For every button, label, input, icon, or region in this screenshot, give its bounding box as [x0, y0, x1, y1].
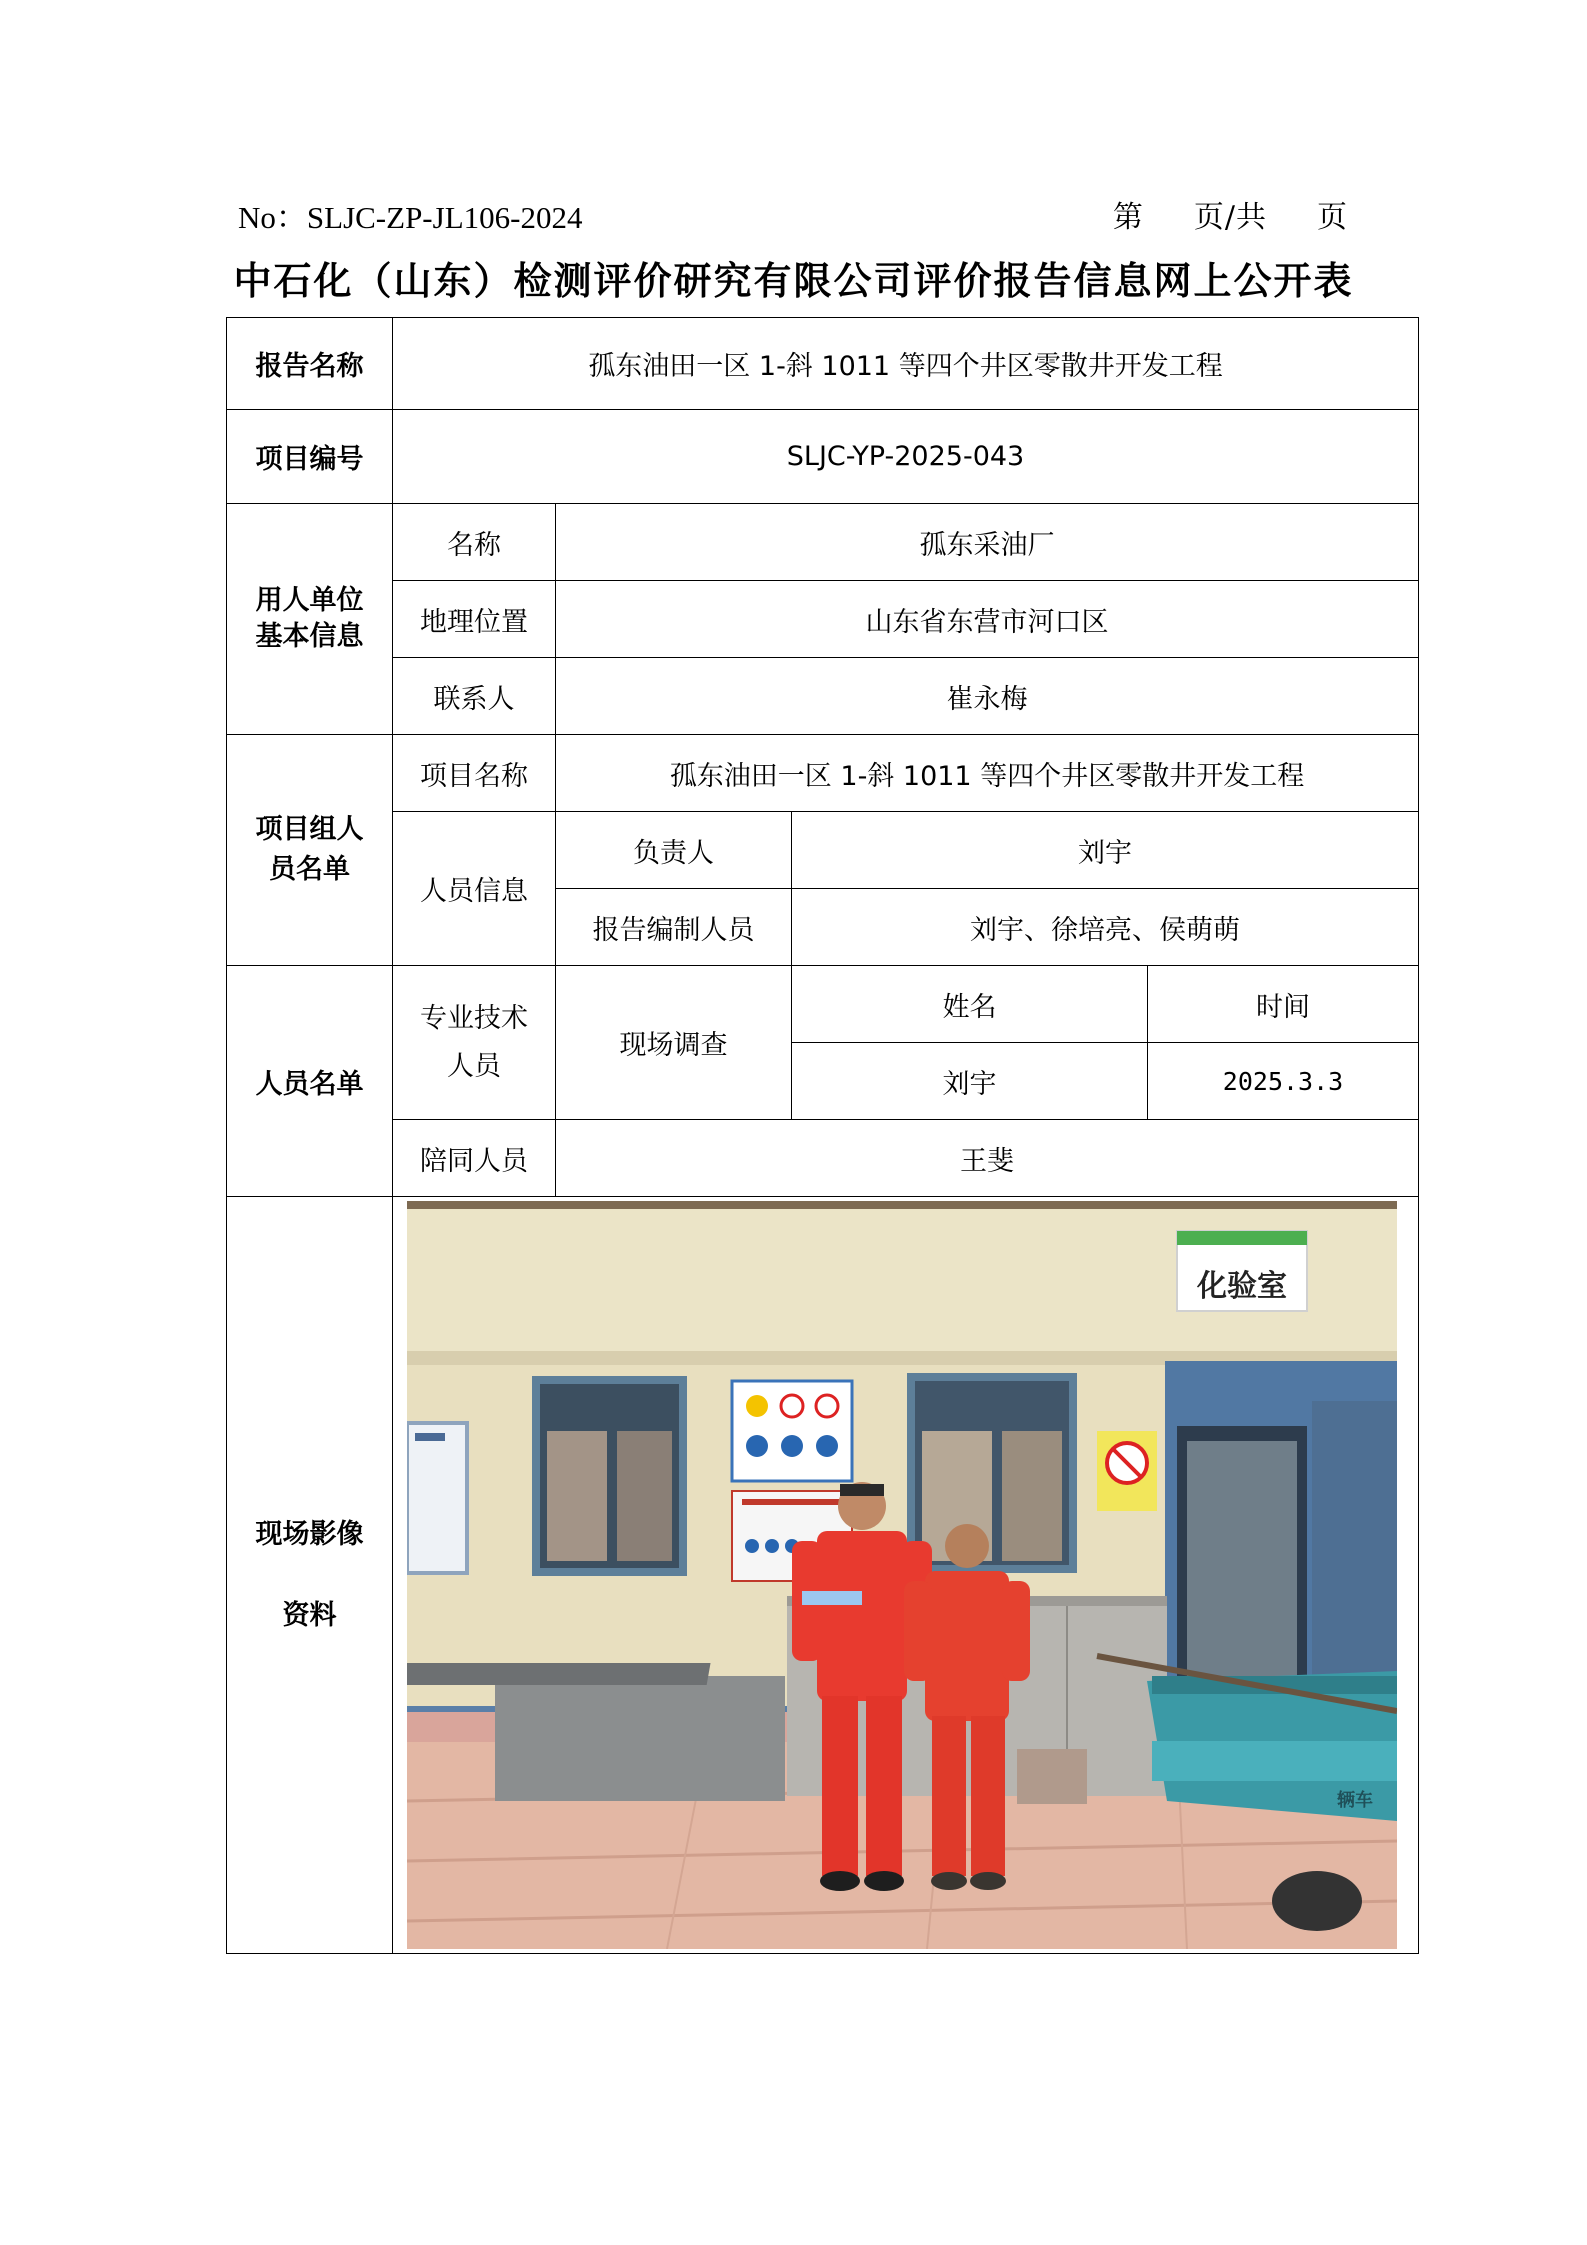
- photo-label-line2: 资料: [282, 1600, 337, 1631]
- staff-section-label: 人员名单: [227, 966, 393, 1197]
- photo-section-label: [227, 1197, 393, 1954]
- leader-value: 刘宇: [792, 812, 1419, 889]
- team-section-label: [227, 735, 393, 966]
- employer-section-label: [227, 504, 393, 735]
- contact-label: 联系人: [393, 658, 556, 735]
- report-name-value: 孤东油田一区 1-斜 1011 等四个井区零散井开发工程: [393, 318, 1419, 410]
- time-header: 时间: [1148, 966, 1419, 1043]
- team-project-name-label: 项目名称: [393, 735, 556, 812]
- authors-value: 刘宇、徐培亮、侯萌萌: [792, 889, 1419, 966]
- survey-name-value: 刘宇: [792, 1043, 1148, 1120]
- name-header: 姓名: [792, 966, 1148, 1043]
- photo-cell: [393, 1197, 1419, 1954]
- personnel-label: 人员信息: [393, 812, 556, 966]
- team-project-name-value: 孤东油田一区 1-斜 1011 等四个井区零散井开发工程: [556, 735, 1419, 812]
- header-line: [238, 192, 1348, 235]
- table-row: [227, 1197, 1419, 1954]
- project-no-label: 项目编号: [227, 410, 393, 504]
- survey-time-value: 2025.3.3: [1148, 1043, 1419, 1120]
- vehicle-text: 辆车: [1337, 1790, 1373, 1811]
- escort-label: 陪同人员: [393, 1120, 556, 1197]
- document-number: No：SLJC-ZP-JL106-2024: [238, 200, 583, 235]
- site-photo: [407, 1201, 1397, 1949]
- team-label-line2: 员名单: [269, 854, 350, 885]
- employer-label-line2: 基本信息: [255, 621, 364, 652]
- table-row: [227, 966, 1419, 1043]
- contact-value: 崔永梅: [556, 658, 1419, 735]
- table-row: [227, 318, 1419, 410]
- escort-value: 王斐: [556, 1120, 1419, 1197]
- location-value: 山东省东营市河口区: [556, 581, 1419, 658]
- authors-label: 报告编制人员: [556, 889, 792, 966]
- table-row: [227, 581, 1419, 658]
- table-row: [227, 812, 1419, 889]
- lab-sign-text: 化验室: [1197, 1269, 1287, 1304]
- location-label: 地理位置: [393, 581, 556, 658]
- employer-name-value: 孤东采油厂: [556, 504, 1419, 581]
- tech-staff-label-line2: 人员: [447, 1050, 501, 1082]
- table-row: [227, 735, 1419, 812]
- page-indicator: [1113, 192, 1348, 236]
- tech-staff-label-line1: 专业技术: [420, 1003, 528, 1035]
- page-title: 中石化（山东）检测评价研究有限公司评价报告信息网上公开表: [233, 258, 1354, 303]
- disclosure-table: [226, 317, 1419, 1954]
- table-row: [227, 410, 1419, 504]
- employer-name-label: 名称: [393, 504, 556, 581]
- table-row: [227, 658, 1419, 735]
- report-name-label: 报告名称: [227, 318, 393, 410]
- survey-label: 现场调查: [556, 966, 792, 1120]
- page-di: 第: [1112, 200, 1144, 235]
- table-row: [227, 1120, 1419, 1197]
- leader-label: 负责人: [556, 812, 792, 889]
- photo-label-line1: 现场影像: [255, 1519, 364, 1550]
- tech-staff-label: [393, 966, 556, 1120]
- page-ye: 页: [1317, 200, 1348, 235]
- project-no-value: SLJC-YP-2025-043: [393, 410, 1419, 504]
- page-ye-gong: 页/共: [1193, 200, 1267, 235]
- employer-label-line1: 用人单位: [255, 584, 364, 616]
- team-label-line1: 项目组人: [255, 813, 364, 845]
- table-row: [227, 504, 1419, 581]
